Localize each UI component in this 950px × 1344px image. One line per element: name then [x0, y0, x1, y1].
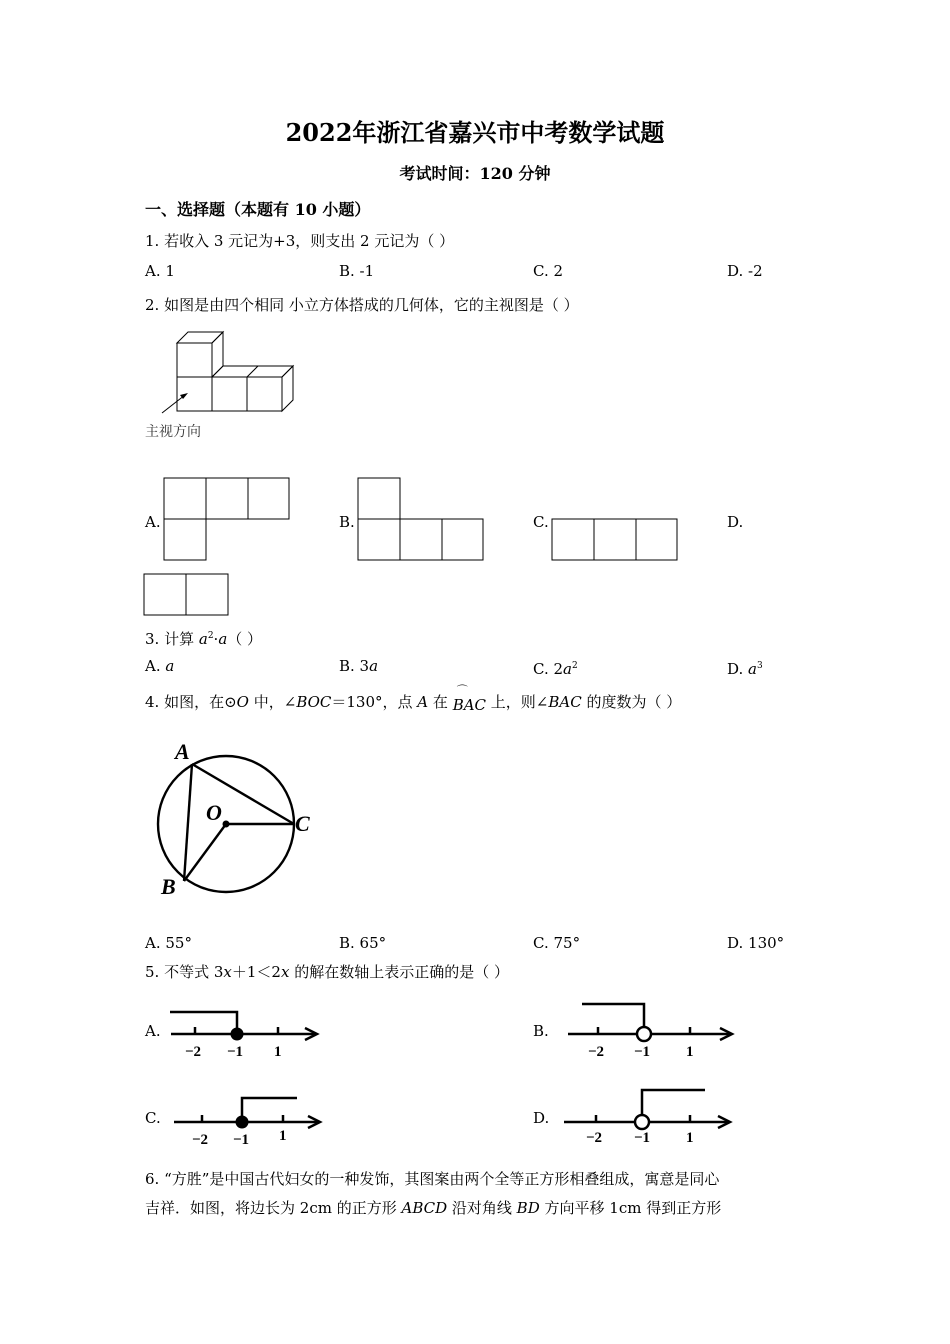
q4-option-c: C. 75°: [533, 934, 581, 952]
q5-option-b-numberline: [562, 1000, 742, 1062]
q2-option-a-label: A.: [145, 513, 161, 531]
q5-option-c-label: C.: [145, 1109, 161, 1127]
label-b: B: [161, 874, 176, 899]
q4-circle-figure: [150, 735, 325, 900]
tick-label: 1: [686, 1044, 694, 1060]
label-o: O: [206, 800, 222, 825]
q3-option-b: B. 3a: [339, 657, 379, 675]
q2-option-c-label: C.: [533, 513, 549, 531]
q4-option-a: A. 55°: [145, 934, 192, 952]
q3-option-a: A. a: [145, 657, 175, 675]
q2-option-a-figure: [163, 477, 293, 562]
q6-line-2: 吉祥．如图，将边长为 2cm 的正方形 ABCD 沿对角线 BD 方向平移 1cm 得到正方形: [145, 1199, 722, 1217]
tick-label: −2: [192, 1132, 209, 1148]
q4-option-b: B. 65°: [339, 934, 387, 952]
q6-line-1: 6. “方胜”是中国古代妇女的一种发饰，其图案由两个全等正方形相叠组成，寓意是同心: [145, 1170, 720, 1188]
label-a: A: [175, 739, 190, 764]
q5-stem: 5. 不等式 3x＋1＜2x 的解在数轴上表示正确的是（ ）: [145, 963, 509, 981]
q2-option-d-figure: [143, 573, 233, 618]
tick-label: −2: [185, 1044, 202, 1060]
q3-option-c: C. $2a^2$: [533, 660, 578, 678]
q5-option-d-numberline: [562, 1088, 742, 1150]
q4-option-d: D. 130°: [727, 934, 785, 952]
tick-label: −2: [586, 1130, 603, 1146]
q2-option-c-figure: [551, 518, 681, 563]
q1-option-c: C. 2: [533, 262, 564, 280]
q3-option-d: D. $a^3$: [727, 660, 763, 678]
tick-label: −1: [634, 1044, 651, 1060]
tick-label: −1: [634, 1130, 651, 1146]
page-title: 2022年浙江省嘉兴市中考数学试题: [285, 118, 665, 147]
tick-label: −1: [227, 1044, 244, 1060]
q2-option-b-figure: [357, 477, 487, 562]
tick-label: −2: [588, 1044, 605, 1060]
q5-option-a-label: A.: [145, 1022, 161, 1040]
q3-stem: 3. 计算 $a^2\cdot a$（ ）: [145, 630, 263, 648]
section-heading: 一、选择题（本题有 10 小题）: [145, 200, 371, 219]
q1-option-a: A. 1: [145, 262, 175, 280]
q1-stem: 1. 若收入 3 元记为+3，则支出 2 元记为（ ）: [145, 232, 455, 250]
q5-option-b-label: B.: [533, 1022, 549, 1040]
q2-stem: 2. 如图是由四个相同 小立方体搭成的几何体，它的主视图是（ ）: [145, 296, 579, 314]
label-c: C: [295, 811, 310, 836]
tick-label: −1: [233, 1132, 250, 1148]
q2-option-b-label: B.: [339, 513, 355, 531]
q1-option-b: B. -1: [339, 262, 375, 280]
q5-option-d-label: D.: [533, 1109, 550, 1127]
exam-time: 考试时间：120 分钟: [399, 164, 551, 183]
tick-label: 1: [686, 1130, 694, 1146]
q5-option-c-numberline: [170, 1088, 330, 1150]
tick-label: 1: [274, 1044, 282, 1060]
tick-label: 1: [279, 1128, 287, 1144]
q2-cube-figure: [150, 325, 310, 420]
q1-option-d: D. -2: [727, 262, 763, 280]
view-direction-caption: 主视方向: [145, 424, 201, 440]
q5-option-a-numberline: [165, 1000, 325, 1062]
q4-stem: 4. 如图，在⊙O 中，∠BOC＝130°，点 A 在 ⌒ BAC 上，则∠BAC 的度数为（ ）: [145, 684, 682, 714]
q2-option-d-label: D.: [727, 513, 744, 531]
